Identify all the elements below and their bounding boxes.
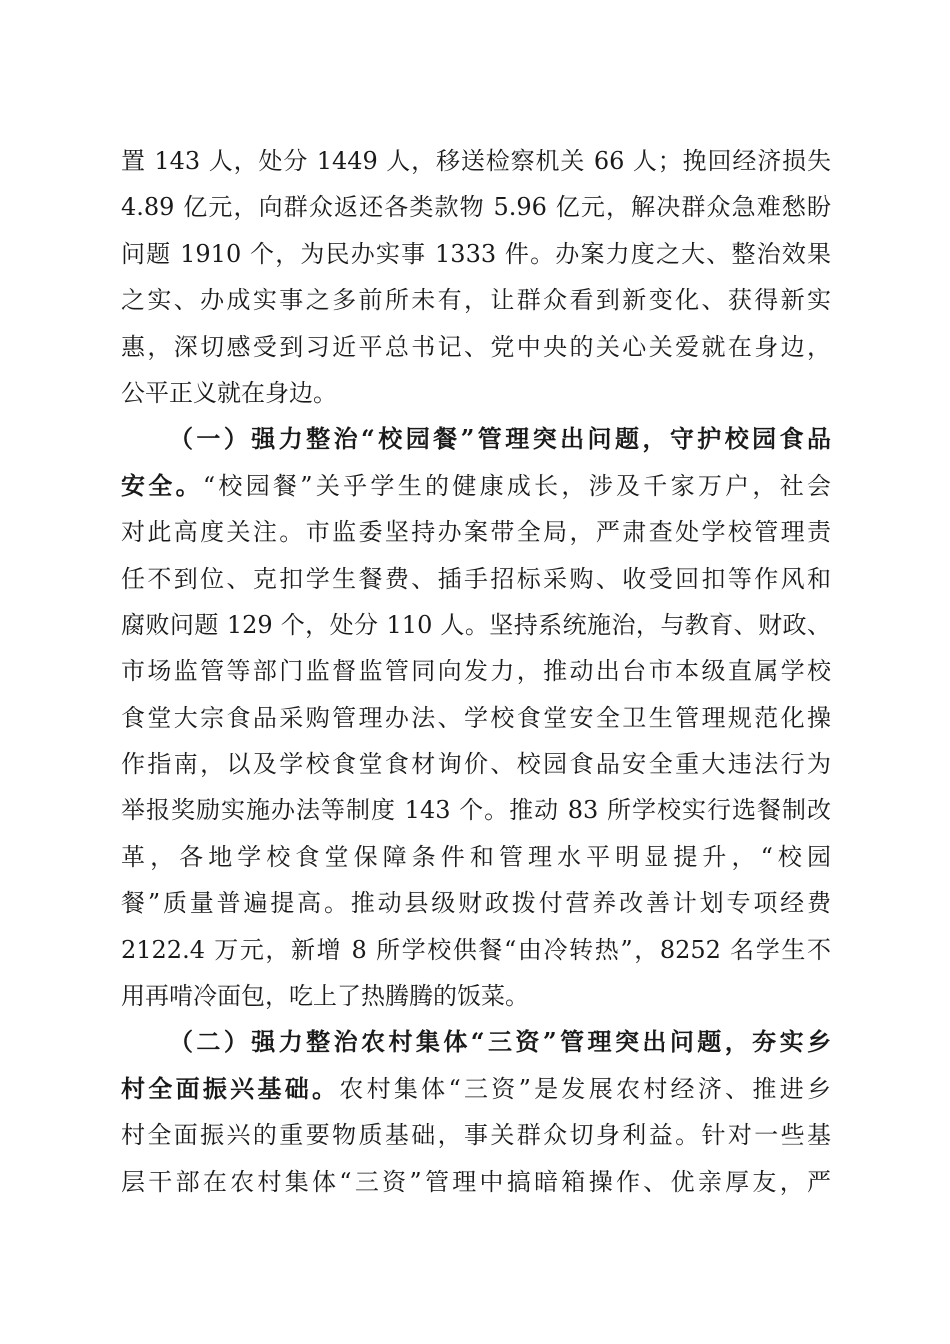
- paragraph-line: 革，各地学校食堂保障条件和管理水平明显提升，“校园: [121, 842, 831, 871]
- paragraph-line: 2122.4 万元，新增 8 所学校供餐“由冷转热”，8252 名学生不: [121, 935, 831, 964]
- paragraph-line: 对此高度关注。市监委坚持办案带全局，严肃查处学校管理责: [121, 518, 831, 547]
- paragraph-line: 公平正义就在身边。: [121, 378, 337, 407]
- section-heading-end: 安全。: [121, 470, 203, 500]
- paragraph-line: 作指南，以及学校食堂食材询价、校园食品安全重大违法行为: [121, 750, 831, 779]
- section-heading-end: 村全面振兴基础。: [121, 1073, 340, 1103]
- paragraph-text: “校园餐”关乎学生的健康成长，涉及千家万户，社会: [202, 471, 832, 500]
- paragraph-line: 餐”质量普遍提高。推动县级财政拨付营养改善计划专项经费: [121, 889, 831, 918]
- paragraph-text: 农村集体“三资”是发展农村经济、推进乡: [339, 1074, 831, 1103]
- section-heading: （一）强力整治“校园餐”管理突出问题，守护校园食品: [169, 424, 831, 454]
- paragraph-line: 置 143 人，处分 1449 人，移送检察机关 66 人；挽回经济损失: [121, 147, 831, 175]
- paragraph-line: 问题 1910 个，为民办实事 1333 件。办案力度之大、整治效果: [121, 239, 831, 268]
- paragraph-line: [121, 463, 831, 509]
- paragraph-line: 市场监管等部门监督监管同向发力，推动出台市本级直属学校: [121, 657, 831, 686]
- paragraph-line: 4.89 亿元，向群众返还各类款物 5.96 亿元，解决群众急难愁盼: [121, 193, 831, 222]
- section-heading: （二）强力整治农村集体“三资”管理突出问题，夯实乡: [169, 1027, 831, 1057]
- paragraph-line: 食堂大宗食品采购管理办法、学校食堂安全卫生管理规范化操: [121, 703, 831, 732]
- document-body: [121, 138, 831, 1205]
- paragraph-line: 用再啃冷面包，吃上了热腾腾的饭菜。: [121, 982, 529, 1011]
- paragraph-line: 村全面振兴的重要物质基础，事关群众切身利益。针对一些基: [121, 1121, 831, 1150]
- paragraph-line: 任不到位、克扣学生餐费、插手招标采购、收受回扣等作风和: [121, 564, 831, 593]
- paragraph-line: 惠，深切感受到习近平总书记、党中央的关心关爱就在身边，: [121, 332, 831, 361]
- paragraph-line: 腐败问题 129 个，处分 110 人。坚持系统施治，与教育、财政、: [121, 610, 831, 639]
- paragraph-line: 之实、办成实事之多前所未有，让群众看到新变化、获得新实: [121, 286, 831, 315]
- paragraph-line: 层干部在农村集体“三资”管理中搞暗箱操作、优亲厚友，严: [121, 1167, 831, 1196]
- paragraph-line: [121, 1066, 831, 1112]
- paragraph-line: 举报奖励实施办法等制度 143 个。推动 83 所学校实行选餐制改: [121, 796, 831, 825]
